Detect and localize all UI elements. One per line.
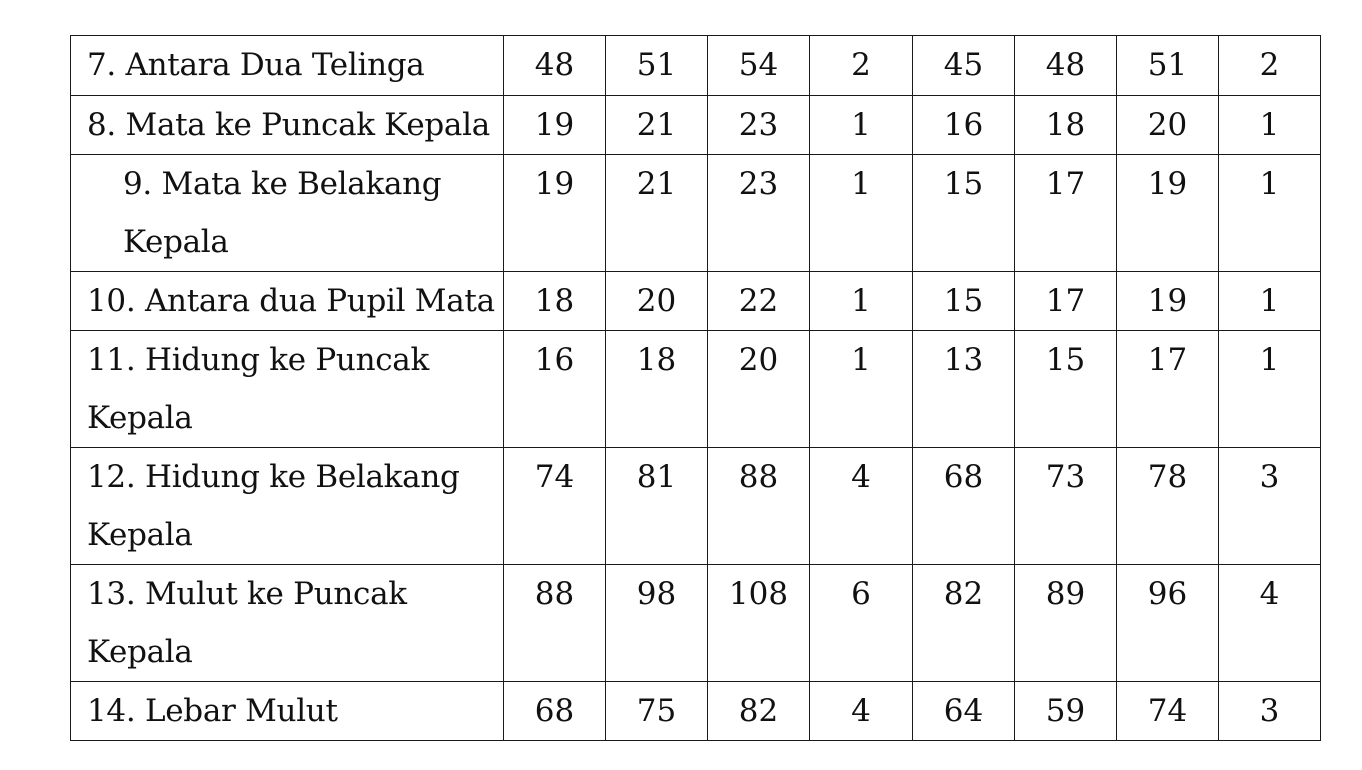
cell-value: 22 [708,272,810,331]
row-label: 13. Mulut ke Puncak Kepala [71,565,504,682]
row-label: 12. Hidung ke Belakang Kepala [71,448,504,565]
cell-value: 15 [1015,331,1117,448]
cell-value: 19 [1117,155,1219,272]
cell-value: 59 [1015,682,1117,741]
table-row [71,448,1321,565]
cell-value: 51 [1117,36,1219,96]
cell-value: 45 [913,36,1015,96]
cell-value: 98 [606,565,708,682]
table-row [71,36,1321,96]
cell-value: 2 [1219,36,1321,96]
cell-value: 18 [504,272,606,331]
cell-value: 96 [1117,565,1219,682]
cell-value: 20 [708,331,810,448]
cell-value: 75 [606,682,708,741]
cell-value: 6 [810,565,913,682]
cell-value: 64 [913,682,1015,741]
cell-value: 16 [913,96,1015,155]
cell-value: 1 [1219,96,1321,155]
row-label: 7. Antara Dua Telinga [71,36,504,96]
cell-value: 1 [810,96,913,155]
table-row [71,272,1321,331]
cell-value: 1 [810,331,913,448]
cell-value: 48 [504,36,606,96]
cell-value: 15 [913,155,1015,272]
cell-value: 51 [606,36,708,96]
cell-value: 1 [810,155,913,272]
anthropometry-table [70,35,1321,741]
cell-value: 68 [504,682,606,741]
cell-value: 74 [1117,682,1219,741]
cell-value: 19 [1117,272,1219,331]
cell-value: 88 [504,565,606,682]
row-label: 11. Hidung ke Puncak Kepala [71,331,504,448]
cell-value: 21 [606,155,708,272]
cell-value: 88 [708,448,810,565]
cell-value: 18 [606,331,708,448]
cell-value: 23 [708,155,810,272]
row-label: 9. Mata ke Belakang Kepala [71,155,504,272]
cell-value: 1 [810,272,913,331]
cell-value: 21 [606,96,708,155]
cell-value: 54 [708,36,810,96]
cell-value: 68 [913,448,1015,565]
cell-value: 4 [810,682,913,741]
cell-value: 19 [504,96,606,155]
cell-value: 108 [708,565,810,682]
cell-value: 89 [1015,565,1117,682]
cell-value: 17 [1015,272,1117,331]
cell-value: 13 [913,331,1015,448]
cell-value: 1 [1219,155,1321,272]
cell-value: 2 [810,36,913,96]
cell-value: 3 [1219,682,1321,741]
cell-value: 17 [1117,331,1219,448]
table-row [71,565,1321,682]
table-row [71,331,1321,448]
cell-value: 78 [1117,448,1219,565]
cell-value: 73 [1015,448,1117,565]
cell-value: 81 [606,448,708,565]
cell-value: 20 [1117,96,1219,155]
row-label: 10. Antara dua Pupil Mata [71,272,504,331]
cell-value: 48 [1015,36,1117,96]
cell-value: 17 [1015,155,1117,272]
cell-value: 4 [810,448,913,565]
row-label: 14. Lebar Mulut [71,682,504,741]
table-row [71,682,1321,741]
cell-value: 3 [1219,448,1321,565]
cell-value: 1 [1219,331,1321,448]
cell-value: 82 [913,565,1015,682]
cell-value: 18 [1015,96,1117,155]
cell-value: 82 [708,682,810,741]
cell-value: 23 [708,96,810,155]
table-row [71,96,1321,155]
row-label: 8. Mata ke Puncak Kepala [71,96,504,155]
cell-value: 20 [606,272,708,331]
cell-value: 16 [504,331,606,448]
cell-value: 74 [504,448,606,565]
cell-value: 4 [1219,565,1321,682]
cell-value: 15 [913,272,1015,331]
table-row [71,155,1321,272]
cell-value: 19 [504,155,606,272]
cell-value: 1 [1219,272,1321,331]
